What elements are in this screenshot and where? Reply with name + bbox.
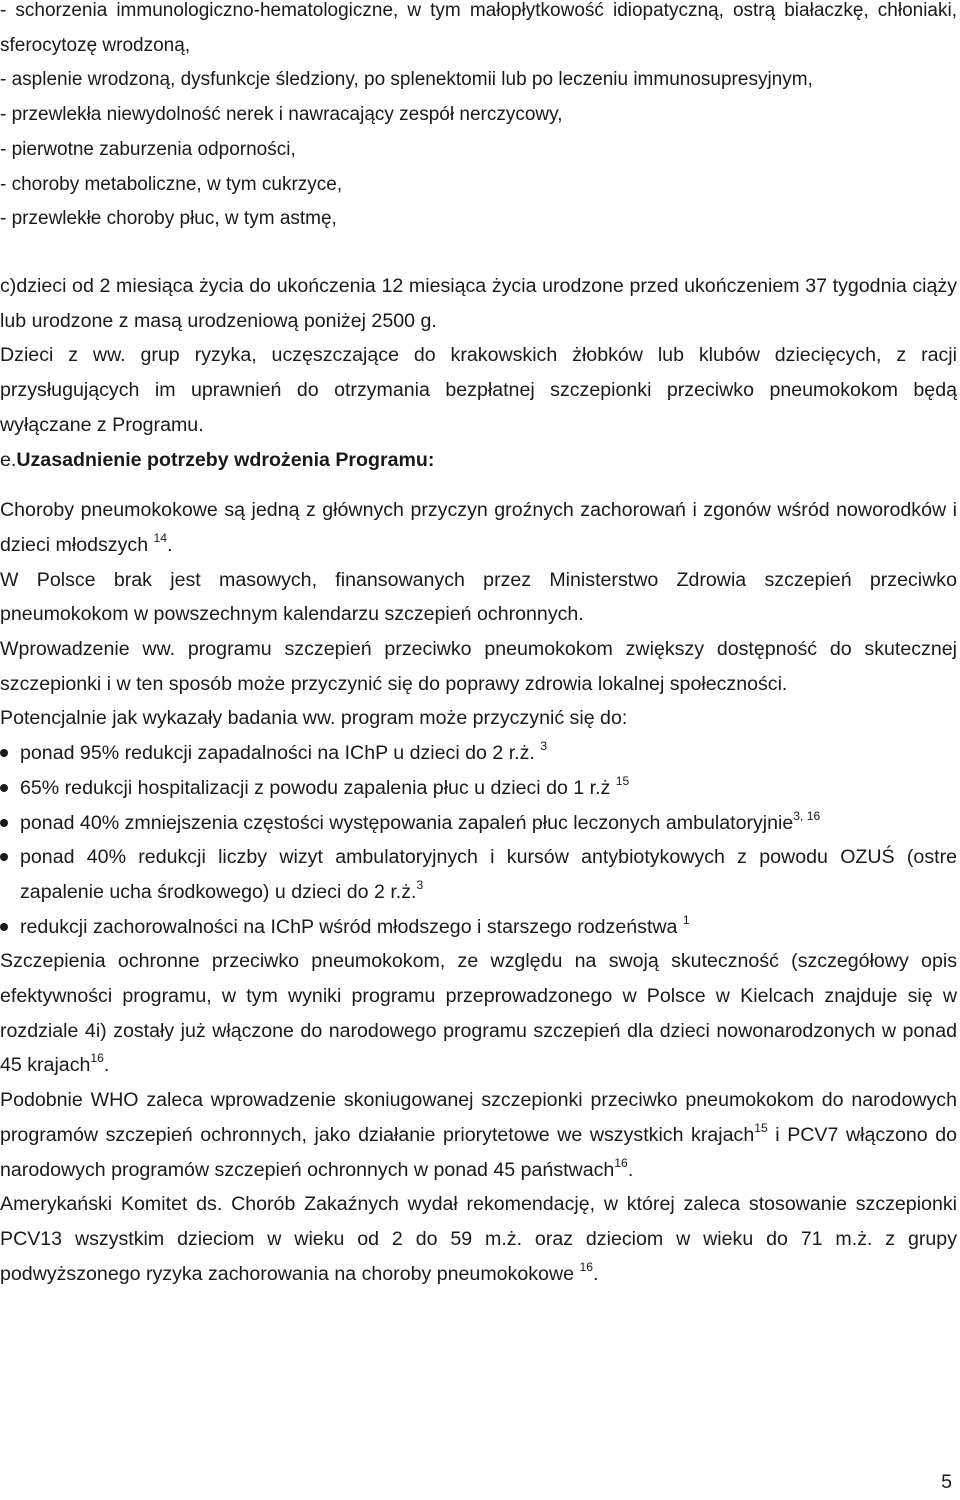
bullet-item — [0, 736, 957, 771]
paragraph — [0, 1187, 957, 1291]
list-marker: c) — [0, 275, 17, 297]
paragraph: Wprowadzenie ww. programu szczepień przeciwko pneumokokom zwiększy dostępność do skutecznej szczepionki i w ten sposób może przyczynić się do poprawy zdrowia lokalnej społeczności. — [0, 638, 957, 695]
bullet-text: ponad 95% redukcji zapadalności na IChP u dzieci do 2 r.ż. — [20, 742, 535, 765]
paragraph: W Polsce brak jest masowych, finansowanych przez Ministerstwo Zdrowia szczepień przeciwko pneumokokom w powszechnym kalendarzu szczepień ochronnych. — [0, 568, 957, 626]
footnote-ref: 3 — [416, 877, 424, 892]
footnote-ref: 3 — [540, 739, 548, 754]
bullet-text: 65% redukcji hospitalizacji z powodu zapalenia płuc u dzieci do 1 r.ż — [20, 776, 611, 799]
footnote-ref: 15 — [615, 773, 630, 788]
list-item: - asplenie wrodzoną, dysfunkcje śledziony, po splenektomii lub po leczeniu immunosupresyjnym, — [0, 69, 813, 91]
footnote-ref: 3, 16 — [793, 808, 821, 823]
footnote-ref: 15 — [754, 1120, 768, 1135]
list-item: - schorzenia immunologiczno-hematologiczne, w tym małopłytkowość idiopatyczną, ostrą białaczkę, chłoniaki, sferocytozę wrodzoną, — [0, 0, 957, 56]
section-number: e. — [0, 448, 17, 471]
bullet-item — [0, 910, 957, 945]
bullet-item — [0, 771, 957, 806]
paragraph-text: i PCV7 włączono do narodowych programów szczepień ochronnych w ponad 45 państwach — [0, 1123, 957, 1181]
footnote-ref: 16 — [614, 1155, 628, 1170]
bullet-item — [0, 806, 957, 841]
list-item: - choroby metaboliczne, w tym cukrzyce, — [0, 173, 343, 195]
paragraph-text: Choroby pneumokokowe są jedną z głównych przyczyn groźnych zachorowań i zgonów wśród noworodków i dzieci młodszych — [0, 499, 957, 556]
paragraph-punctuation: . — [103, 1054, 110, 1077]
paragraph-text: Podobnie WHO zaleca wprowadzenie skoniugowanej szczepionki przeciwko pneumokokom do narodowych programów szczepień ochronnych, jako działanie priorytetowe we wszystkich krajach — [0, 1089, 957, 1146]
bullet-text: ponad 40% redukcji liczby wizyt ambulatoryjnych i kursów antybiotykowych z powodu OZUŚ (ostre zapalenie ucha środkowego) u dzieci do 2 r.ż. — [20, 846, 957, 903]
section-heading — [0, 443, 957, 478]
footnote-ref: 16 — [90, 1051, 104, 1066]
paragraph — [0, 944, 957, 1083]
paragraph — [0, 493, 957, 562]
exclusion-paragraph: Dzieci z ww. grup ryzyka, uczęszczające do krakowskich żłobków lub klubów dziecięcych, z racji przysługujących im uprawnień do otrzymania bezpłatnej szczepionki przeciwko pneumokokom będą wyłączane z Programu. — [0, 344, 957, 436]
paragraph — [0, 1083, 957, 1187]
bullet-text: ponad 40% zmniejszenia częstości występowania zapaleń płuc leczonych ambulatoryjnie — [20, 811, 794, 834]
bullet-item — [0, 840, 957, 909]
footnote-ref: 14 — [153, 530, 168, 545]
section-title: Uzasadnienie potrzeby wdrożenia Programu: — [16, 448, 435, 471]
paragraph: Potencjalnie jak wykazały badania ww. program może przyczynić się do: — [0, 707, 628, 730]
list-item: - przewlekłe choroby płuc, w tym astmę, — [0, 208, 337, 230]
paragraph-text: Szczepienia ochronne przeciwko pneumokokom, ze względu na swoją skuteczność (szczegółowy opis efektywności programu, w tym wyniki programu przeprowadzonego w Polsce w Kielcach znajduje się w rozdziale 4i) zostały już włączone do narodowego programu szczepień dla dzieci nowonarodzonych w ponad 45 krajach — [0, 950, 957, 1077]
page-number: 5 — [941, 1471, 952, 1493]
benefits-list — [0, 736, 957, 944]
paragraph-punctuation: . — [627, 1158, 634, 1181]
risk-group-list — [0, 0, 957, 237]
paragraph-punctuation: . — [167, 533, 173, 556]
document-body — [0, 269, 957, 1291]
footnote-ref: 16 — [579, 1259, 593, 1274]
list-item-text: dzieci od 2 miesiąca życia do ukończenia 12 miesiąca życia urodzone przed ukończeniem 37 tygodnia ciąży lub urodzone z masą urodzeniową poniżej 2500 g. — [0, 275, 957, 332]
paragraph-punctuation: . — [592, 1262, 599, 1285]
list-item: - pierwotne zaburzenia odporności, — [0, 138, 296, 160]
list-item-c — [0, 269, 957, 338]
list-item: - przewlekła niewydolność nerek i nawracający zespół nerczycowy, — [0, 104, 563, 126]
footnote-ref: 1 — [682, 912, 690, 927]
paragraph-text: Amerykański Komitet ds. Chorób Zakaźnych wydał rekomendację, w której zaleca stosowanie szczepionki PCV13 wszystkim dzieciom w wieku od 2 do 59 m.ż. oraz dzieciom w wieku do 71 m.ż. z grupy podwyższonego ryzyka zachorowania na choroby pneumokokowe — [0, 1193, 957, 1285]
bullet-text: redukcji zachorowalności na IChP wśród młodszego i starszego rodzeństwa — [20, 915, 678, 938]
